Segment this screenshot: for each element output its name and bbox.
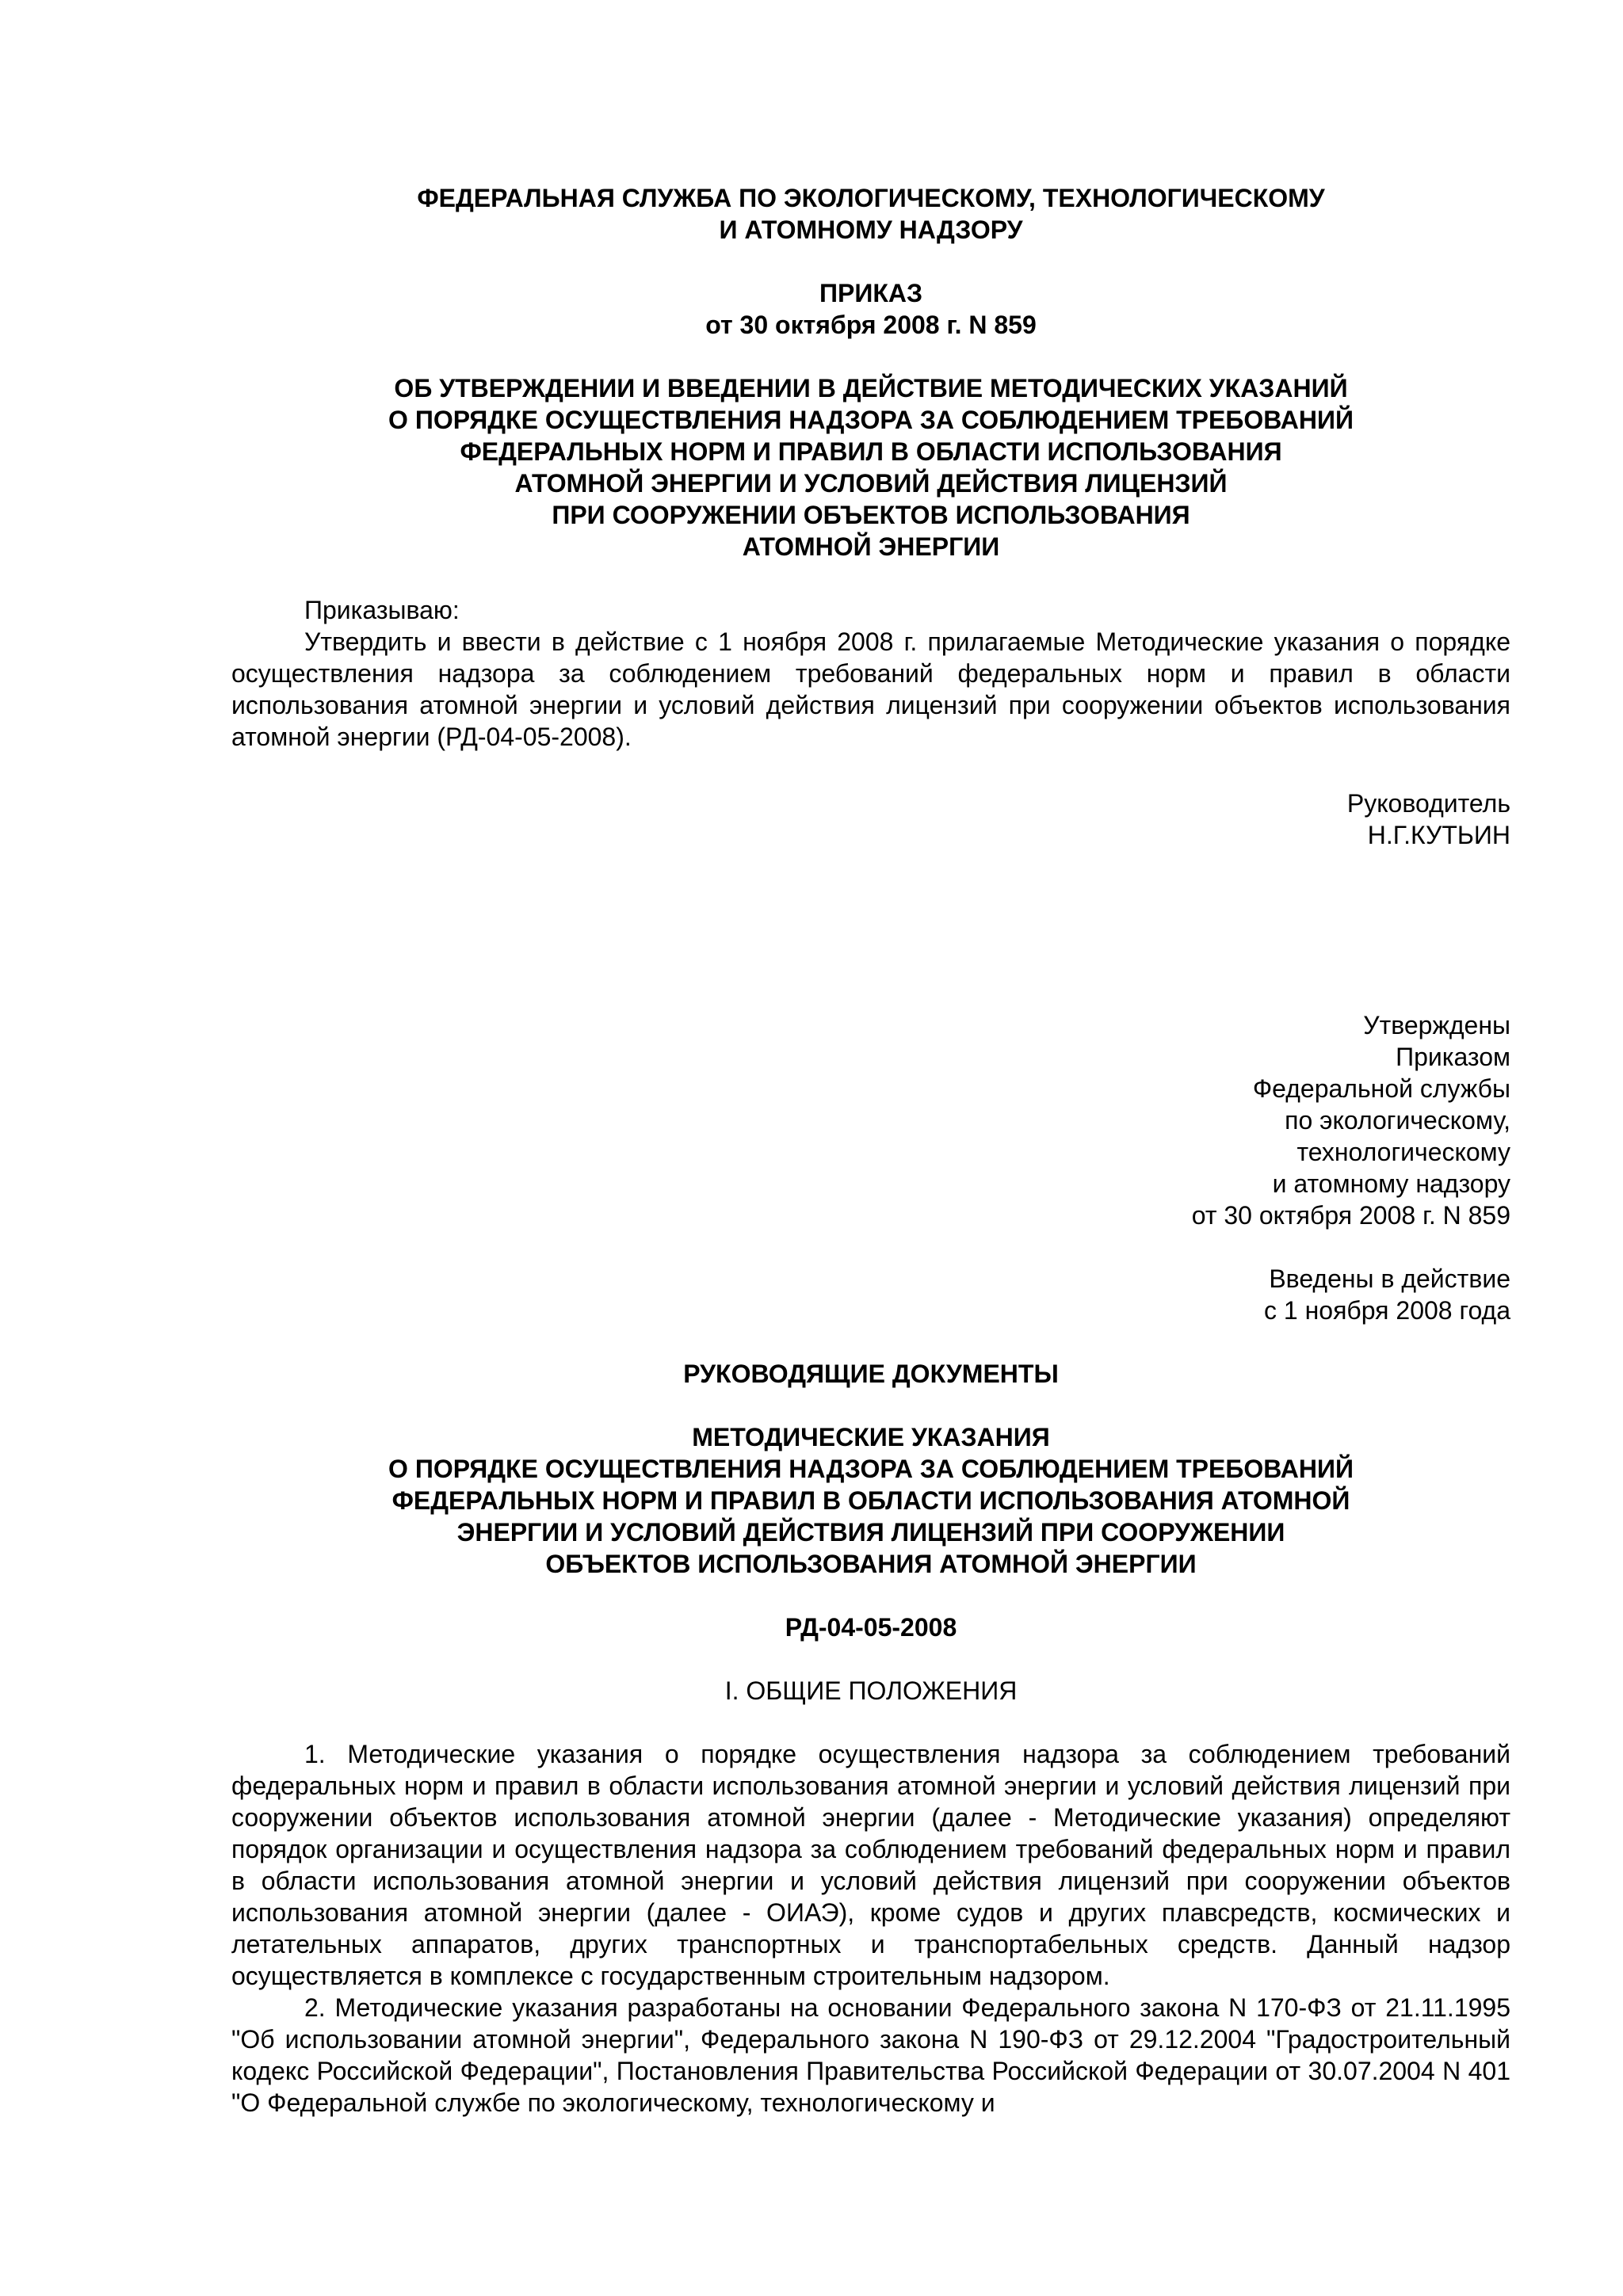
- guide-title-line-1: МЕТОДИЧЕСКИЕ УКАЗАНИЯ: [692, 1423, 1050, 1451]
- doc-category: РУКОВОДЯЩИЕ ДОКУМЕНТЫ: [683, 1360, 1059, 1388]
- approval-line-5: технологическому: [1296, 1138, 1510, 1166]
- effective-line-1: Введены в действие: [1269, 1264, 1510, 1293]
- approval-line-6: и атомному надзору: [1272, 1169, 1510, 1198]
- effective-block: [231, 1263, 1510, 1326]
- agency-line-2: И АТОМНОМУ НАДЗОРУ: [719, 215, 1023, 244]
- order-title-line-4: АТОМНОЙ ЭНЕРГИИ И УСЛОВИЙ ДЕЙСТВИЯ ЛИЦЕНЗИЙ: [514, 469, 1228, 498]
- section-body: [231, 1738, 1510, 2119]
- guide-title: [231, 1421, 1510, 1580]
- approval-line-2: Приказом: [1396, 1043, 1510, 1071]
- doc-code: РД-04-05-2008: [785, 1613, 957, 1642]
- order-title-line-5: ПРИ СООРУЖЕНИИ ОБЪЕКТОВ ИСПОЛЬЗОВАНИЯ: [552, 501, 1190, 529]
- approval-line-4: по экологическому,: [1285, 1106, 1510, 1135]
- approval-line-1: Утверждены: [1363, 1011, 1510, 1039]
- order-date: от 30 октября 2008 г. N 859: [705, 311, 1037, 339]
- section-paragraph-1: 1. Методические указания о порядке осуществления надзора за соблюдением требований федеральных норм и правил в области использования атомной энергии и условий действия лицензий при сооружении объектов использования атомной энергии (далее - Методические указания) определяют порядок организации и осуществления надзора за соблюдением требований федеральных норм и правил в области использования атомной энергии и условий действия лицензий при сооружении объектов использования атомной энергии (далее - ОИАЭ), кроме судов и других плавсредств, космических и летательных аппаратов, других транспортных и транспортабельных средств. Данный надзор осуществляется в комплексе с государственным строительным надзором.: [231, 1740, 1510, 1990]
- guide-title-line-3: ФЕДЕРАЛЬНЫХ НОРМ И ПРАВИЛ В ОБЛАСТИ ИСПОЛЬЗОВАНИЯ АТОМНОЙ: [391, 1486, 1350, 1515]
- signature-block: [231, 788, 1510, 851]
- order-title: [231, 372, 1510, 563]
- section-paragraph-2: 2. Методические указания разработаны на основании Федерального закона N 170-ФЗ от 21.11.1995 "Об использовании атомной энергии", Федерального закона N 190-ФЗ от 29.12.2004 "Градостроительный кодекс Российской Федерации", Постановления Правительства Российской Федерации от 30.07.2004 N 401 "О Федеральной службе по экологическому, технологическому и: [231, 1993, 1510, 2117]
- signature-name: Н.Г.КУТЬИН: [1367, 821, 1510, 849]
- order-lead: Приказываю:: [304, 596, 460, 624]
- guide-title-line-2: О ПОРЯДКЕ ОСУЩЕСТВЛЕНИЯ НАДЗОРА ЗА СОБЛЮДЕНИЕМ ТРЕБОВАНИЙ: [388, 1455, 1354, 1483]
- order-title-line-6: АТОМНОЙ ЭНЕРГИИ: [742, 532, 1000, 561]
- document-page: [231, 182, 1510, 2119]
- order-type: ПРИКАЗ: [819, 279, 923, 307]
- order-text: Утвердить и ввести в действие с 1 ноября 2008 г. прилагаемые Методические указания о порядке осуществления надзора за соблюдением требований федеральных норм и правил в области использования атомной энергии и условий действия лицензий при сооружении объектов использования атомной энергии (РД-04-05-2008).: [231, 627, 1510, 751]
- order-heading: [231, 277, 1510, 341]
- guide-title-line-5: ОБЪЕКТОВ ИСПОЛЬЗОВАНИЯ АТОМНОЙ ЭНЕРГИИ: [545, 1550, 1197, 1578]
- effective-line-2: с 1 ноября 2008 года: [1264, 1296, 1510, 1325]
- approval-line-3: Федеральной службы: [1252, 1074, 1510, 1103]
- order-body: [231, 594, 1510, 753]
- approval-line-7: от 30 октября 2008 г. N 859: [1191, 1201, 1510, 1230]
- order-title-line-2: О ПОРЯДКЕ ОСУЩЕСТВЛЕНИЯ НАДЗОРА ЗА СОБЛЮДЕНИЕМ ТРЕБОВАНИЙ: [388, 406, 1354, 434]
- agency-line-1: ФЕДЕРАЛЬНАЯ СЛУЖБА ПО ЭКОЛОГИЧЕСКОМУ, ТЕХНОЛОГИЧЕСКОМУ: [417, 184, 1325, 212]
- order-title-line-1: ОБ УТВЕРЖДЕНИИ И ВВЕДЕНИИ В ДЕЙСТВИЕ МЕТОДИЧЕСКИХ УКАЗАНИЙ: [394, 374, 1348, 402]
- guide-title-line-4: ЭНЕРГИИ И УСЛОВИЙ ДЕЙСТВИЯ ЛИЦЕНЗИЙ ПРИ СООРУЖЕНИИ: [456, 1518, 1285, 1547]
- signature-position: Руководитель: [1346, 789, 1510, 818]
- section-title: I. ОБЩИЕ ПОЛОЖЕНИЯ: [724, 1676, 1018, 1705]
- approval-block: [231, 1009, 1510, 1231]
- agency-header: [231, 182, 1510, 246]
- order-title-line-3: ФЕДЕРАЛЬНЫХ НОРМ И ПРАВИЛ В ОБЛАСТИ ИСПОЛЬЗОВАНИЯ: [460, 437, 1282, 466]
